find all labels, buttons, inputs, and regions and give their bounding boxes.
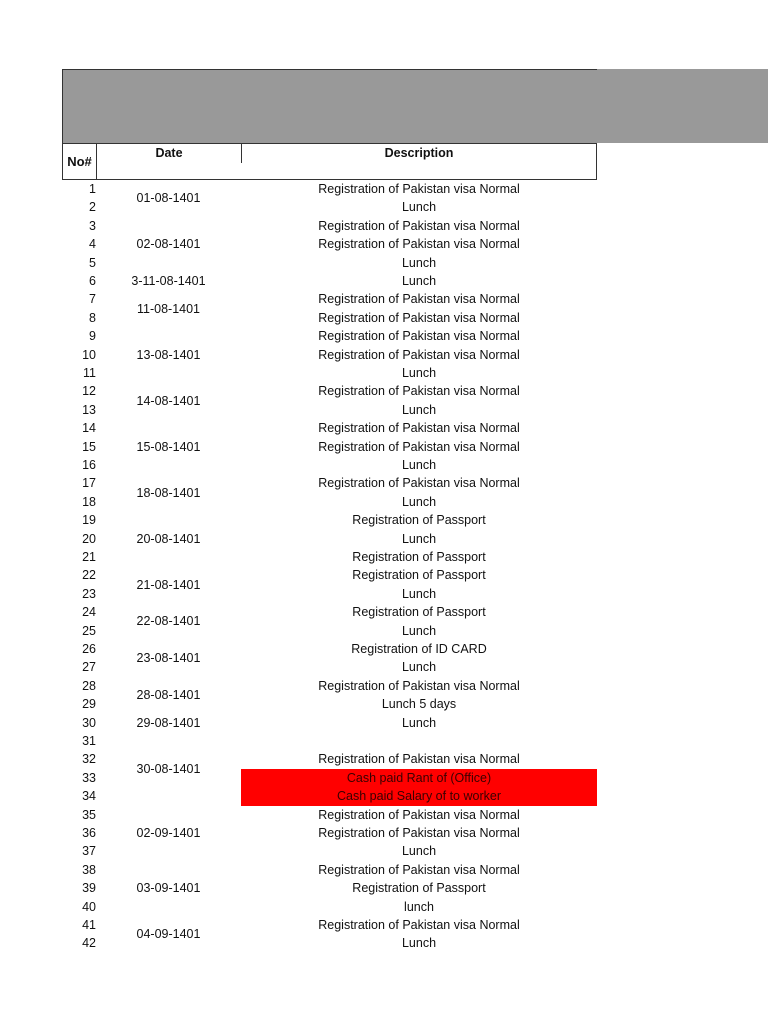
row-description: Registration of Passport	[352, 568, 486, 583]
row-date: 30-08-1401	[136, 761, 201, 776]
row-description: Registration of Passport	[352, 513, 486, 528]
row-number: 20	[82, 531, 96, 546]
row-date: 18-08-1401	[136, 485, 201, 500]
header-description: Description	[384, 146, 454, 160]
row-number: 42	[82, 936, 96, 951]
row-date: 02-08-1401	[136, 237, 201, 252]
row-number: 33	[82, 770, 96, 785]
row-description: Registration of Passport	[352, 550, 486, 564]
row-description: Lunch	[401, 274, 437, 288]
row-date: 29-08-1401	[136, 715, 201, 730]
row-date: 15-08-1401	[136, 439, 201, 454]
row-date: 02-09-1401	[136, 826, 201, 840]
row-description: Registration of Pakistan visa Normal	[318, 237, 520, 252]
row-number: 13	[82, 402, 96, 417]
row-number: 22	[82, 568, 96, 583]
row-description: Lunch	[401, 200, 437, 215]
row-number: 39	[82, 881, 96, 896]
row-date: 22-08-1401	[136, 614, 201, 629]
row-description: Registration of Passport	[352, 605, 486, 620]
row-number: 5	[89, 255, 96, 270]
row-description: Registration of Pakistan visa Normal	[318, 826, 520, 840]
row-number: 8	[89, 310, 96, 325]
row-number: 10	[82, 347, 96, 362]
row-number: 12	[82, 384, 96, 399]
banner-border-left	[62, 69, 63, 144]
table-header	[62, 143, 597, 180]
row-description: Lunch	[401, 936, 437, 951]
row-description: Registration of Pakistan visa Normal	[318, 292, 520, 307]
row-description: Registration of Pakistan visa Normal	[318, 329, 520, 344]
row-date: 23-08-1401	[136, 651, 201, 666]
row-number: 23	[82, 586, 96, 601]
row-description: Registration of Pakistan visa Normal	[318, 807, 520, 822]
row-number: 18	[82, 494, 96, 509]
row-date: 04-09-1401	[136, 927, 201, 942]
row-date: 03-09-1401	[136, 881, 201, 896]
row-number: 41	[82, 918, 96, 932]
row-number: 37	[82, 844, 96, 859]
row-description: Registration of Pakistan visa Normal	[318, 421, 520, 436]
row-description: Registration of Passport	[352, 881, 486, 896]
row-description: Registration of Pakistan visa Normal	[318, 862, 520, 877]
row-number: 21	[82, 550, 96, 564]
row-number: 11	[83, 366, 96, 380]
row-description: Lunch	[401, 255, 437, 270]
row-description: Registration of Pakistan visa Normal	[318, 182, 520, 196]
row-number: 27	[82, 660, 96, 675]
row-date: 21-08-1401	[136, 577, 201, 592]
row-number: 1	[89, 182, 96, 196]
row-number: 16	[82, 458, 96, 472]
row-description: Lunch	[401, 844, 437, 859]
row-number: 38	[82, 862, 96, 877]
row-description: Registration of Pakistan visa Normal	[318, 347, 520, 362]
row-description-highlighted: Cash paid Rant of (Office)	[241, 769, 597, 788]
row-number: 17	[82, 476, 96, 491]
row-description: Lunch	[401, 586, 437, 601]
row-description-highlighted: Cash paid Salary of to worker	[241, 787, 597, 806]
row-number: 15	[82, 439, 96, 454]
row-description: Lunch	[401, 623, 437, 638]
row-number: 7	[89, 292, 96, 307]
row-description: Registration of Pakistan visa Normal	[318, 218, 520, 233]
row-description: lunch	[404, 899, 434, 914]
header-no: No#	[63, 144, 97, 179]
row-date: 14-08-1401	[136, 393, 201, 408]
row-description: Lunch	[401, 494, 437, 509]
row-number: 36	[82, 826, 96, 840]
row-description: Registration of Pakistan visa Normal	[318, 752, 520, 767]
row-description: Lunch	[401, 402, 437, 417]
row-description: Registration of Pakistan visa Normal	[318, 439, 520, 454]
row-description: Registration of Pakistan visa Normal	[318, 918, 520, 932]
row-date: 13-08-1401	[136, 347, 201, 362]
row-number: 6	[89, 274, 96, 288]
row-date: 20-08-1401	[136, 531, 201, 546]
row-number: 40	[82, 899, 96, 914]
row-date: 11-08-1401	[136, 301, 200, 316]
row-description: Registration of Pakistan visa Normal	[318, 678, 520, 693]
row-description: Lunch	[401, 458, 437, 472]
row-number: 34	[82, 789, 96, 804]
row-description	[241, 732, 597, 751]
banner-border-top	[62, 69, 597, 70]
row-number: 25	[82, 623, 96, 638]
header-date: Date	[97, 144, 242, 163]
row-number: 30	[82, 715, 96, 730]
row-number: 3	[89, 218, 96, 233]
row-description: Lunch	[401, 660, 437, 675]
header-banner	[62, 69, 768, 143]
row-number: 32	[82, 752, 96, 767]
row-number: 26	[82, 642, 96, 656]
row-number: 14	[82, 421, 96, 436]
row-description: Lunch	[401, 531, 437, 546]
row-date: 28-08-1401	[136, 688, 201, 702]
row-number: 24	[82, 605, 96, 620]
row-number: 35	[82, 807, 96, 822]
row-description: Registration of Pakistan visa Normal	[318, 310, 520, 325]
row-description: Lunch	[401, 366, 437, 380]
row-number: 4	[89, 237, 96, 252]
row-number: 9	[89, 329, 96, 344]
row-number: 31	[82, 734, 96, 748]
row-description: Lunch 5 days	[381, 697, 457, 712]
row-number: 28	[82, 678, 96, 693]
row-number: 19	[82, 513, 96, 528]
row-number: 2	[89, 200, 96, 215]
row-description: Registration of Pakistan visa Normal	[318, 384, 520, 399]
row-description: Registration of ID CARD	[351, 642, 487, 656]
row-date: 3-11-08-1401	[131, 274, 206, 288]
row-description: Lunch	[401, 715, 437, 730]
row-date: 01-08-1401	[136, 191, 201, 206]
row-description: Registration of Pakistan visa Normal	[318, 476, 520, 491]
row-number: 29	[82, 697, 96, 712]
